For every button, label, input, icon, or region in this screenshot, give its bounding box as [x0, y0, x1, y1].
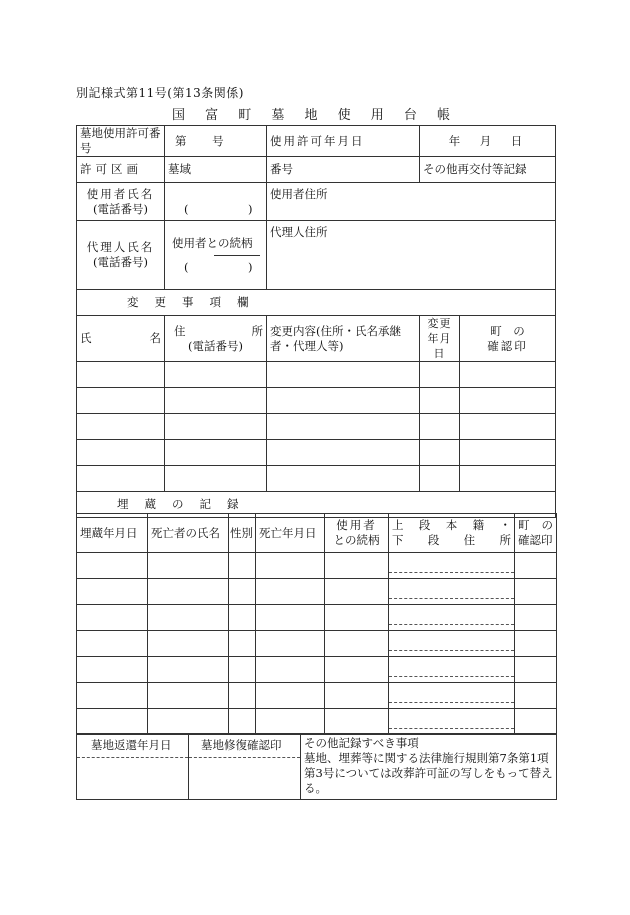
- form-number-label: 別記様式第11号(第13条関係): [76, 86, 244, 100]
- relation-underline: [214, 255, 260, 256]
- user-name-text: 使用者氏名: [86, 186, 155, 201]
- table-row[interactable]: [77, 631, 557, 657]
- other-notes-title: その他記録すべき事項: [304, 736, 419, 750]
- agent-address-field[interactable]: 代理人住所: [267, 221, 556, 290]
- other-notes-text: 墓地、埋葬等に関する法律施行規則第7条第1項第3号については改葬許可証の写しをもって替える。: [304, 751, 553, 795]
- honseki-divider: [389, 715, 514, 729]
- changes-col-name: 氏 名: [77, 316, 165, 362]
- honseki-divider: [389, 559, 514, 573]
- agent-name-label: [77, 221, 165, 290]
- burial-col-honseki: 上段本籍・ 下段住所: [389, 514, 515, 553]
- other-notes-cell[interactable]: [301, 734, 557, 800]
- table-row[interactable]: [77, 709, 557, 735]
- honseki-divider: [389, 611, 514, 625]
- table-row[interactable]: [77, 414, 556, 440]
- page-title: 国 富 町 墓 地 使 用 台 帳: [171, 108, 459, 123]
- honseki-divider: [389, 637, 514, 651]
- table-row[interactable]: [77, 579, 557, 605]
- burial-col-date: 埋蔵年月日: [77, 514, 148, 553]
- user-tel-text: (電話番号): [93, 201, 148, 216]
- honseki-divider: [389, 663, 514, 677]
- user-address-field[interactable]: 使用者住所: [267, 183, 556, 221]
- burial-section-title: 埋蔵の記録: [77, 492, 556, 518]
- changes-section-title: 変更事項欄: [77, 290, 556, 316]
- footer-table: [76, 733, 557, 800]
- agent-relation-field[interactable]: [165, 221, 267, 290]
- return-date-divider: [77, 757, 188, 758]
- permit-number-cell[interactable]: [165, 126, 267, 157]
- agent-relation-label: 使用者との続柄: [172, 235, 253, 250]
- burial-col-sex: 性別: [229, 514, 256, 553]
- repair-confirm-divider: [189, 757, 300, 758]
- table-row[interactable]: [77, 553, 557, 579]
- user-tel-parens: ( ): [184, 202, 253, 216]
- area-number[interactable]: 番号: [267, 157, 420, 183]
- repair-confirm-label: 墓地修復確認印: [201, 738, 282, 752]
- table-row[interactable]: [77, 605, 557, 631]
- permit-number-dai: 第: [175, 133, 187, 148]
- user-name-field[interactable]: [165, 183, 267, 221]
- return-date-label: 墓地返還年月日: [91, 738, 172, 752]
- honseki-divider: [389, 689, 514, 703]
- table-row[interactable]: [77, 466, 556, 492]
- area-label: 許可区画: [77, 157, 165, 183]
- changes-col-content: 変更内容(住所・氏名承継者・代理人等): [267, 316, 420, 362]
- permit-date-value[interactable]: 年 月 日: [420, 126, 556, 157]
- table-row[interactable]: [77, 657, 557, 683]
- changes-col-date: 変更年月日: [420, 316, 460, 362]
- agent-name-text: 代理人氏名: [86, 240, 155, 254]
- agent-tel-text: (電話番号): [93, 255, 148, 269]
- changes-col-confirm: 町 の 確認印: [460, 316, 556, 362]
- table-row[interactable]: [77, 388, 556, 414]
- burial-table: [76, 513, 557, 735]
- honseki-divider: [389, 585, 514, 599]
- burial-col-confirm: 町の 確認印: [515, 514, 557, 553]
- permit-number-label: 墓地使用許可番号: [77, 126, 165, 157]
- reissue-record[interactable]: その他再交付等記録: [420, 157, 556, 183]
- user-name-label: [77, 183, 165, 221]
- table-row[interactable]: [77, 683, 557, 709]
- permit-date-label: 使用許可年月日: [267, 126, 420, 157]
- return-date-cell[interactable]: [77, 734, 189, 800]
- permit-table: [76, 125, 556, 518]
- permit-number-go: 号: [212, 133, 224, 148]
- burial-col-death-date: 死亡年月日: [256, 514, 325, 553]
- table-row[interactable]: [77, 362, 556, 388]
- burial-col-relation: 使用者 との続柄: [325, 514, 389, 553]
- repair-confirm-cell[interactable]: [189, 734, 301, 800]
- changes-col-address: 住 所 (電話番号): [165, 316, 267, 362]
- burial-col-deceased: 死亡者の氏名: [148, 514, 229, 553]
- agent-tel-parens: ( ): [184, 259, 253, 274]
- table-row[interactable]: [77, 440, 556, 466]
- area-value[interactable]: 墓域: [165, 157, 267, 183]
